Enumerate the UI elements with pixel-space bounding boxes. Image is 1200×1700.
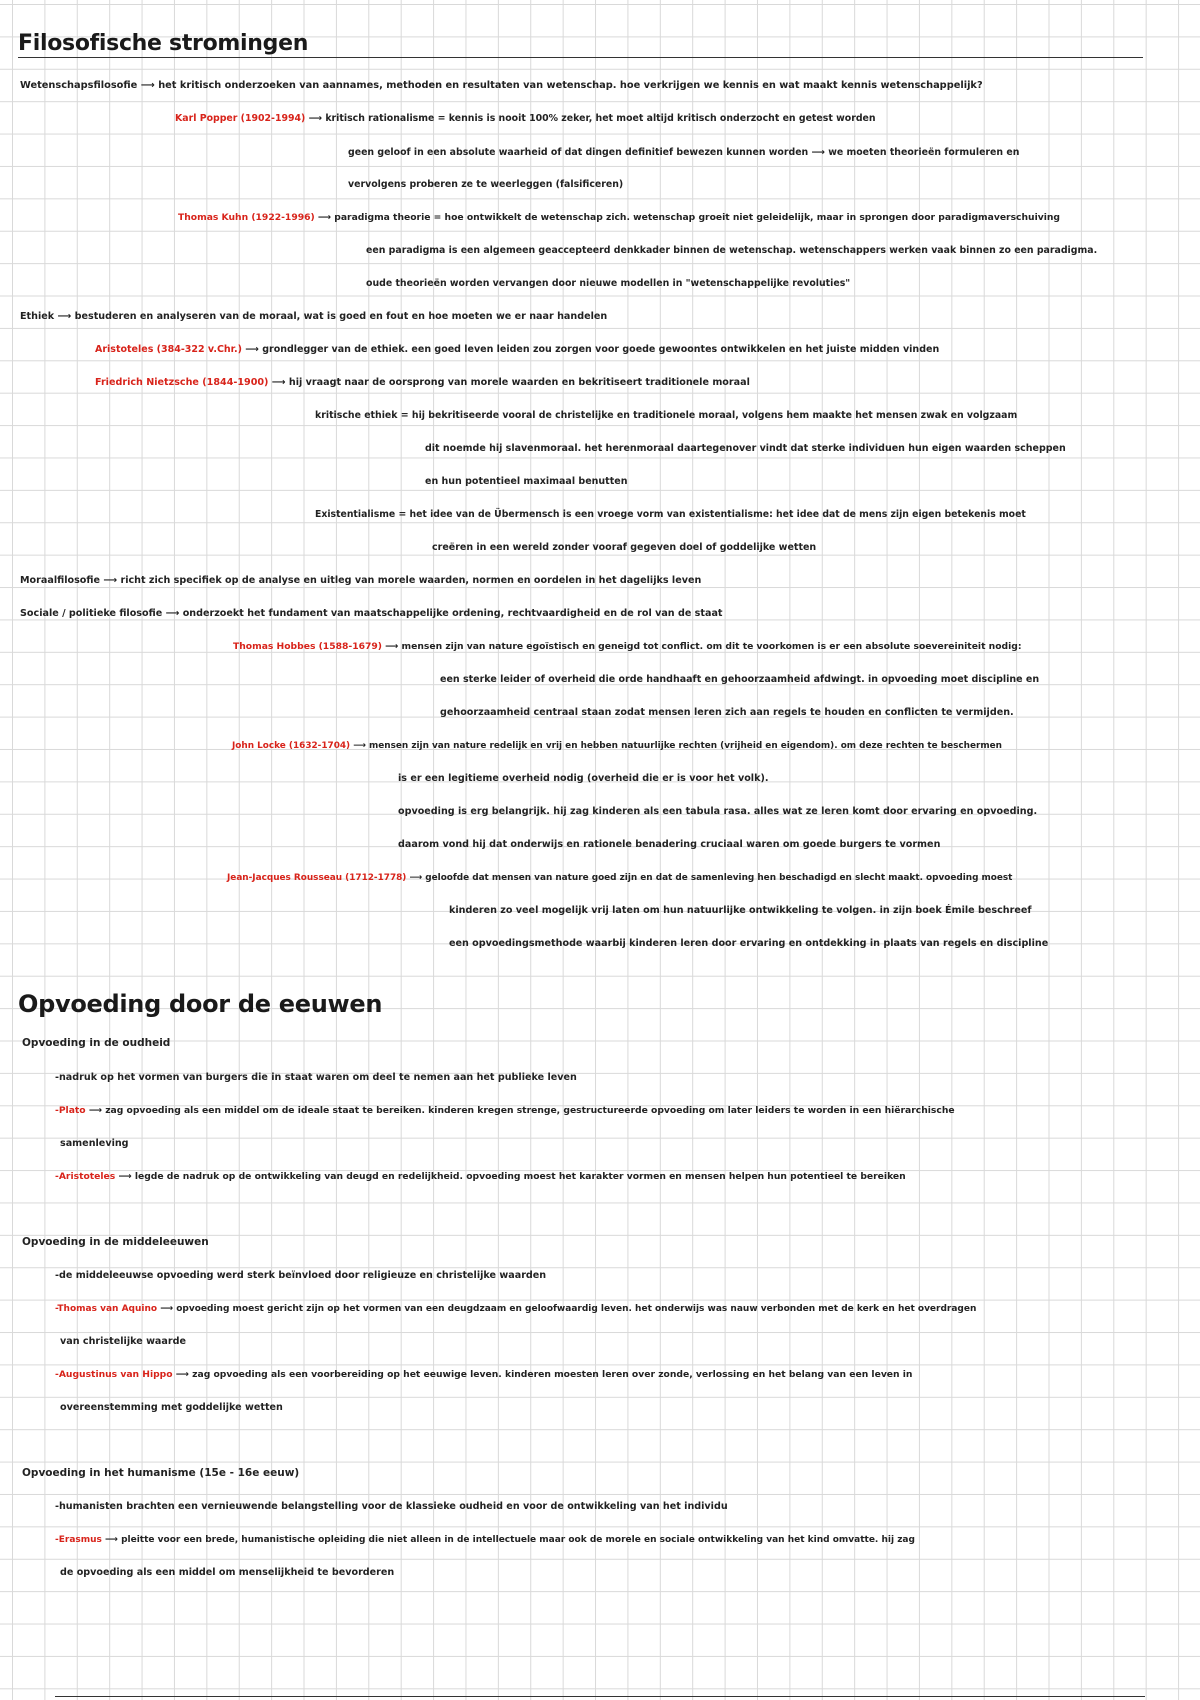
existentialisme-line-2: creëren in een wereld zonder vooraf gegeven doel of goddelijke wetten: [432, 542, 817, 553]
arrow-icon: ⟶: [271, 377, 286, 388]
text: mensen zijn van nature redelijk en vrij en hebben natuurlijke rechten (vrijheid en eigendom). om deze rechten te beschermen: [369, 741, 1002, 751]
philosopher-name: Aristoteles (384-322 v.Chr.): [95, 344, 242, 355]
term-label: Moraalfilosofie: [20, 575, 101, 586]
text: pleitte voor een brede, humanistische opleiding die niet alleen in de intellectuele maar ook de morele en sociale ontwikkeling van het kind omvatte. hij zag: [121, 1535, 915, 1545]
aristoteles-line: [95, 343, 939, 357]
arrow-icon: ⟶: [409, 873, 423, 883]
heading-middeleeuwen: Opvoeding in de middeleeuwen: [22, 1236, 209, 1248]
arrow-icon: ⟶: [317, 212, 332, 223]
ethiek-line: [20, 310, 607, 324]
locke-line-1: [232, 739, 1002, 753]
philosopher-name: Jean-Jacques Rousseau (1712-1778): [227, 873, 407, 883]
moraalfilosofie-line: [20, 574, 701, 588]
definition-text: bestuderen en analyseren van de moraal, wat is goed en fout en hoe moeten we er naar handelen: [74, 311, 608, 322]
arrow-icon: ⟶: [105, 1535, 118, 1545]
arrow-icon: ⟶: [88, 1105, 102, 1116]
term-label: Sociale / politieke filosofie: [20, 608, 163, 619]
definition-text: richt zich specifiek op de analyse en uitleg van morele waarden, normen en oordelen in het dagelijks leven: [120, 575, 702, 586]
existentialisme-line-1: Existentialisme = het idee van de Übermensch is een vroege vorm van existentialisme: het idee dat de mens zijn eigen betekenis moet: [315, 509, 1026, 520]
arrow-icon: ⟶: [353, 741, 366, 751]
kuhn-line-3: oude theorieën worden vervangen door nieuwe modellen in "wetenschappelijke revoluties": [366, 278, 851, 289]
philosopher-name: John Locke (1632-1704): [232, 741, 351, 751]
philosopher-name: Thomas Hobbes (1588-1679): [233, 641, 382, 652]
popper-line-1: [175, 112, 876, 126]
philosopher-name: -Aristoteles: [55, 1171, 116, 1182]
text: legde de nadruk op de ontwikkeling van deugd en redelijkheid. opvoeding moest het karakter vormen en mensen helpen hun potentieel te bereiken: [134, 1171, 906, 1182]
kuhn-line-2: een paradigma is een algemeen geaccepteerd denkkader binnen de wetenschap. wetenschappers werken vaak binnen zo een paradigma.: [366, 245, 1098, 256]
arrow-icon: ⟶: [245, 344, 259, 355]
hobbes-line-2: een sterke leider of overheid die orde handhaaft en gehoorzaamheid afdwingt. in opvoeding moet discipline en: [440, 674, 1040, 685]
sociale-filosofie-line: [20, 607, 723, 621]
arrow-icon: ⟶: [160, 1304, 174, 1314]
hobbes-line-1: [233, 640, 1022, 654]
augustinus-line-2: overeenstemming met goddelijke wetten: [60, 1402, 283, 1413]
locke-line-2: is er een legitieme overheid nodig (overheid die er is voor het volk).: [398, 773, 769, 784]
kritische-ethiek-line-2: dit noemde hij slavenmoraal. het herenmoraal daartegenover vindt dat sterke individuen hun eigen waarden scheppen: [425, 443, 1066, 454]
arrow-icon: ⟶: [103, 575, 118, 586]
text: paradigma theorie = hoe ontwikkelt de wetenschap zich. wetenschap groeit niet geleidelijk, maar in sprongen door paradigmaverschuiving: [334, 212, 1060, 223]
popper-line-3: vervolgens proberen ze te weerleggen (falsificeren): [348, 179, 624, 190]
philosopher-name: -Augustinus van Hippo: [55, 1369, 173, 1380]
section-title-filosofische-stromingen: Filosofische stromingen: [18, 31, 309, 56]
humanisme-intro: -humanisten brachten een vernieuwende belangstelling voor de klassieke oudheid en voor de ontwikkeling van het individu: [55, 1501, 728, 1512]
locke-line-4: daarom vond hij dat onderwijs en rationele benadering cruciaal waren om goede burgers te vormen: [398, 839, 941, 850]
philosopher-name: Friedrich Nietzsche (1844-1900): [95, 377, 269, 388]
wetenschapsfilosofie-line: [20, 79, 983, 93]
rousseau-line-3: een opvoedingsmethode waarbij kinderen leren door ervaring en ontdekking in plaats van regels en discipline: [449, 938, 1049, 949]
arrow-icon: ⟶: [165, 608, 180, 619]
title-underline: [18, 57, 1143, 58]
augustinus-line-1: [55, 1368, 912, 1382]
erasmus-line-1: [55, 1533, 915, 1547]
erasmus-line-2: de opvoeding als een middel om menselijkheid te bevorderen: [60, 1567, 395, 1578]
philosopher-name: -Erasmus: [55, 1535, 102, 1545]
text: mensen zijn van nature egoïstisch en geneigd tot conflict. om dit te voorkomen is er een absolute soevereiniteit nodig:: [401, 641, 1022, 652]
hobbes-line-3: gehoorzaamheid centraal staan zodat mensen leren zich aan regels te houden en conflicten te vermijden.: [440, 707, 1014, 718]
arrow-icon: ⟶: [175, 1369, 189, 1380]
arrow-icon: ⟶: [57, 311, 72, 322]
arrow-icon: ⟶: [308, 113, 323, 124]
popper-line-2: geen geloof in een absolute waarheid of dat dingen definitief bewezen kunnen worden ⟶ we moeten theorieën formuleren en: [348, 147, 1020, 158]
term-label: Wetenschapsfilosofie: [20, 80, 138, 91]
philosopher-name: -Plato: [55, 1105, 86, 1116]
text: hij vraagt naar de oorsprong van morele waarden en bekritiseert traditionele moraal: [288, 377, 750, 388]
text: geloofde dat mensen van nature goed zijn en dat de samenleving hen beschadigd en slecht maakt. opvoeding moest: [425, 873, 1013, 883]
heading-oudheid: Opvoeding in de oudheid: [22, 1037, 171, 1049]
rousseau-line-1: [227, 871, 1012, 885]
section-title-opvoeding-door-de-eeuwen: Opvoeding door de eeuwen: [18, 990, 383, 1018]
text: kritisch rationalisme = kennis is nooit 100% zeker, het moet altijd kritisch onderzocht en getest worden: [325, 113, 876, 124]
arrow-icon: ⟶: [118, 1171, 132, 1182]
text: grondlegger van de ethiek. een goed leven leiden zou zorgen voor goede gewoontes ontwikkelen en het juiste midden vinden: [262, 344, 940, 355]
locke-line-3: opvoeding is erg belangrijk. hij zag kinderen als een tabula rasa. alles wat ze leren komt door ervaring en opvoeding.: [398, 806, 1038, 817]
kritische-ethiek-line-1: kritische ethiek = hij bekritiseerde vooral de christelijke en traditionele moraal, volgens hem maakte het mensen zwak en volgzaam: [315, 410, 1018, 421]
aquino-line-2: van christelijke waarde: [60, 1336, 186, 1347]
term-label: Ethiek: [20, 311, 55, 322]
aquino-line-1: [55, 1302, 976, 1316]
text: opvoeding moest gericht zijn op het vormen van een deugdzaam en geloofwaardig leven. het onderwijs was nauw verbonden met de kerk en het overdragen: [176, 1304, 977, 1314]
definition-text: het kritisch onderzoeken van aannames, methoden en resultaten van wetenschap. hoe verkrijgen we kennis en wat maakt kennis wetenschappelijk?: [158, 80, 983, 91]
arrow-icon: ⟶: [140, 80, 155, 91]
middeleeuwen-intro: -de middeleeuwse opvoeding werd sterk beïnvloed door religieuze en christelijke waarden: [55, 1270, 547, 1281]
plato-line-2: samenleving: [60, 1138, 129, 1149]
oudheid-intro: -nadruk op het vormen van burgers die in staat waren om deel te nemen aan het publieke leven: [55, 1072, 577, 1083]
philosopher-name: Thomas Kuhn (1922-1996): [178, 212, 315, 223]
heading-humanisme: Opvoeding in het humanisme (15e - 16e eeuw): [22, 1467, 300, 1479]
rousseau-line-2: kinderen zo veel mogelijk vrij laten om hun natuurlijke ontwikkeling te volgen. in zijn boek Émile beschreef: [449, 905, 1032, 916]
definition-text: onderzoekt het fundament van maatschappelijke ordening, rechtvaardigheid en de rol van de staat: [182, 608, 723, 619]
aristoteles-opvoeding-line: [55, 1170, 906, 1184]
plato-line-1: [55, 1104, 955, 1118]
philosopher-name: Karl Popper (1902-1994): [175, 113, 306, 124]
nietzsche-line: [95, 376, 750, 390]
bottom-rule: [55, 1696, 1145, 1697]
text: zag opvoeding als een middel om de ideale staat te bereiken. kinderen kregen strenge, gestructureerde opvoeding om later leiders te worden in een hiërarchische: [105, 1105, 955, 1116]
philosopher-name: -Thomas van Aquino: [55, 1304, 158, 1314]
kritische-ethiek-line-3: en hun potentieel maximaal benutten: [425, 476, 628, 487]
arrow-icon: ⟶: [385, 641, 399, 652]
kuhn-line-1: [178, 211, 1060, 225]
text: zag opvoeding als een voorbereiding op het eeuwige leven. kinderen moesten leren over zonde, verlossing en het belang van een leven in: [192, 1369, 913, 1380]
